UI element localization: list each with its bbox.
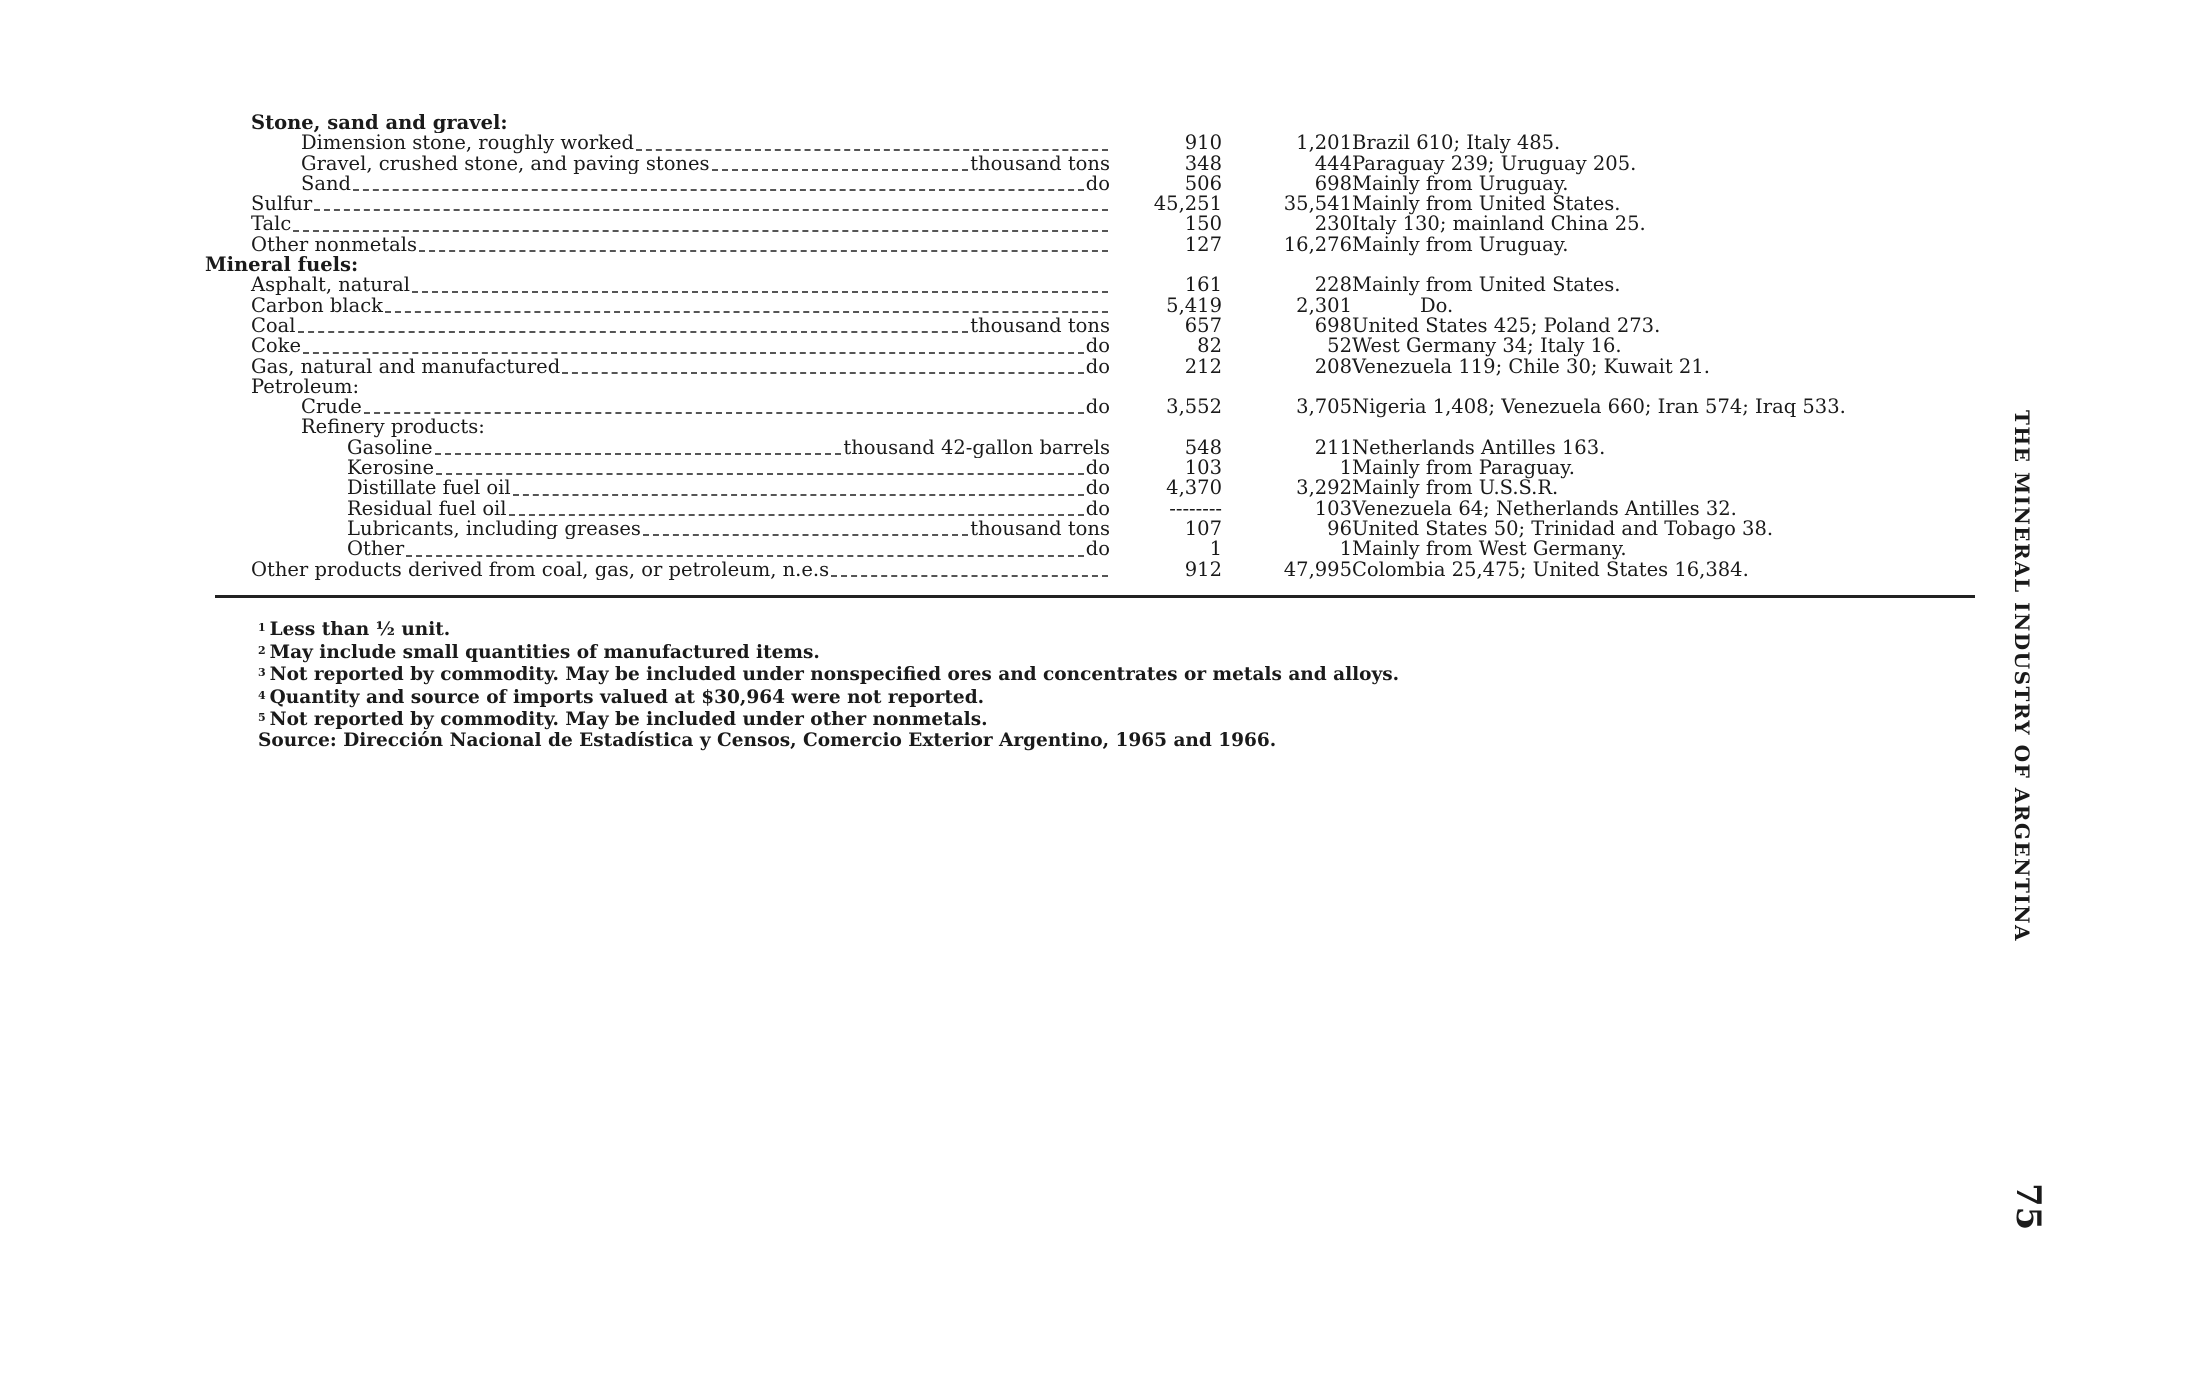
commodity-label: Talc xyxy=(251,214,292,235)
table-row xyxy=(205,174,1940,194)
unit-label: thousand tons xyxy=(970,315,1110,337)
value-1965 xyxy=(1110,377,1222,397)
table-row xyxy=(205,539,1940,559)
value-1966: 35,541 xyxy=(1283,192,1352,216)
row-commodity xyxy=(205,560,1110,580)
value-1966: 52 xyxy=(1327,334,1352,358)
unit-label: do xyxy=(1085,356,1110,377)
table-row xyxy=(205,397,1940,417)
unit-label: thousand tons xyxy=(970,153,1110,174)
row-commodity xyxy=(205,478,1110,498)
dot-leader xyxy=(298,316,969,333)
dot-leader xyxy=(636,133,1108,150)
footnotes xyxy=(258,618,1399,731)
running-head: THE MINERAL INDUSTRY OF ARGENTINA xyxy=(2010,410,2034,943)
unit-label: do xyxy=(1085,458,1110,479)
dot-leader xyxy=(509,499,1084,516)
unit-label: do xyxy=(1085,397,1110,418)
footnote-text: May include small quantities of manufactured items. xyxy=(269,641,820,663)
principal-sources: Netherlands Antilles 163. xyxy=(1352,435,1606,459)
value-1965: 103 xyxy=(1184,456,1222,480)
commodity-label: Gas, natural and manufactured xyxy=(251,356,561,377)
footnote-mark: 2 xyxy=(258,643,266,657)
principal-sources: United States 50; Trinidad and Tobago 38. xyxy=(1352,516,1774,540)
table-row xyxy=(205,438,1940,458)
value-1965: 5,419 xyxy=(1166,293,1222,317)
value-1965: 150 xyxy=(1184,212,1222,236)
dot-leader xyxy=(831,560,1108,577)
value-1965 xyxy=(1110,113,1222,133)
commodity-label: Distillate fuel oil xyxy=(347,478,511,499)
table-row xyxy=(205,154,1940,174)
table-row xyxy=(205,458,1940,478)
table-row xyxy=(205,560,1940,580)
table-row xyxy=(205,377,1940,397)
value-1965: 107 xyxy=(1184,516,1222,540)
commodity-label: Sulfur xyxy=(251,194,313,215)
value-1965: 82 xyxy=(1197,334,1222,358)
footnote-text: Less than ½ unit. xyxy=(269,619,451,640)
table-row xyxy=(205,519,1940,539)
footnote-text: Not reported by commodity. May be included under nonspecified ores and concentrates or metals and alloys. xyxy=(269,664,1400,685)
principal-sources: West Germany 34; Italy 16. xyxy=(1352,334,1622,358)
source-note: Source: Dirección Nacional de Estadística y Censos, Comercio Exterior Argentino, 1965 and 1966. xyxy=(258,730,1277,751)
commodity-label: Other nonmetals xyxy=(251,234,418,256)
value-1965: 4,370 xyxy=(1166,476,1222,500)
footnote-mark: 3 xyxy=(258,666,266,679)
value-1966: 1,201 xyxy=(1296,131,1352,155)
unit-label: do xyxy=(1085,498,1110,519)
value-1966: 2,301 xyxy=(1296,293,1352,317)
value-1965: -------- xyxy=(1169,496,1222,520)
table-row xyxy=(205,194,1940,214)
row-commodity xyxy=(205,275,1110,295)
principal-sources: Mainly from United States. xyxy=(1352,192,1621,216)
value-1965: 348 xyxy=(1184,151,1222,175)
row-commodity xyxy=(205,377,1110,397)
table-row xyxy=(205,316,1940,336)
value-1966: 698 xyxy=(1314,313,1352,337)
footnote xyxy=(258,663,1399,686)
principal-sources: Mainly from United States. xyxy=(1352,273,1621,297)
table-row xyxy=(205,296,1940,316)
imports-table-body xyxy=(205,113,1940,580)
value-1965: 910 xyxy=(1184,131,1222,155)
row-commodity xyxy=(205,174,1110,194)
value-1965: 506 xyxy=(1184,171,1222,195)
row-commodity xyxy=(205,519,1110,539)
dot-leader xyxy=(314,194,1108,211)
value-1965: 45,251 xyxy=(1153,192,1222,216)
dot-leader xyxy=(643,519,968,536)
page-number: 75 xyxy=(2008,1183,2048,1231)
table-bottom-rule xyxy=(215,595,1975,598)
row-commodity xyxy=(205,417,1110,437)
table-row xyxy=(205,417,1940,437)
dot-leader xyxy=(412,275,1108,292)
principal-sources xyxy=(1352,417,1940,437)
commodity-label: Asphalt, natural xyxy=(251,275,410,296)
commodity-label: Residual fuel oil xyxy=(347,498,507,519)
table-row xyxy=(205,133,1940,153)
row-commodity xyxy=(205,194,1110,214)
principal-sources xyxy=(1352,113,1940,133)
commodity-label: Crude xyxy=(301,397,362,418)
principal-sources: Italy 130; mainland China 25. xyxy=(1352,212,1646,236)
commodity-label: Kerosine xyxy=(347,458,434,479)
principal-sources: Brazil 610; Italy 485. xyxy=(1352,131,1561,155)
dot-leader xyxy=(419,235,1108,252)
commodity-label: Dimension stone, roughly worked xyxy=(301,133,634,154)
dot-leader xyxy=(385,296,1108,313)
value-1965: 548 xyxy=(1184,435,1222,459)
table-row xyxy=(205,336,1940,356)
value-1966 xyxy=(1222,417,1352,437)
principal-sources: Nigeria 1,408; Venezuela 660; Iran 574; Iraq 533. xyxy=(1352,395,1846,419)
row-commodity xyxy=(205,235,1110,255)
dot-leader xyxy=(293,214,1108,231)
row-commodity xyxy=(205,154,1110,174)
footnote xyxy=(258,686,1399,709)
unit-label: do xyxy=(1085,336,1110,357)
row-commodity xyxy=(205,438,1110,458)
row-commodity xyxy=(205,113,1110,133)
value-1965: 1 xyxy=(1209,537,1222,561)
principal-sources: Do. xyxy=(1420,293,1454,317)
unit-label: do xyxy=(1085,539,1110,560)
dot-leader xyxy=(562,357,1084,374)
value-1966: 3,292 xyxy=(1296,476,1352,500)
value-1966: 1 xyxy=(1339,456,1352,480)
dot-leader xyxy=(364,397,1084,414)
value-1966: 228 xyxy=(1314,273,1352,297)
value-1965: 3,552 xyxy=(1166,395,1222,419)
value-1966: 103 xyxy=(1314,496,1352,520)
value-1966: 47,995 xyxy=(1283,557,1352,581)
value-1966: 444 xyxy=(1314,151,1352,175)
dot-leader xyxy=(513,478,1084,495)
footnote-mark: 4 xyxy=(258,688,266,702)
table-row xyxy=(205,113,1940,133)
row-commodity xyxy=(205,214,1110,234)
value-1965: 657 xyxy=(1184,313,1222,337)
value-1965: 912 xyxy=(1184,557,1222,581)
value-1965 xyxy=(1110,255,1222,275)
principal-sources: Mainly from U.S.S.R. xyxy=(1352,476,1559,500)
row-commodity xyxy=(205,316,1110,336)
principal-sources xyxy=(1352,377,1940,397)
row-commodity xyxy=(205,296,1110,316)
principal-sources: Venezuela 119; Chile 30; Kuwait 21. xyxy=(1352,354,1710,378)
principal-sources: Mainly from Uruguay. xyxy=(1352,232,1569,256)
dot-leader xyxy=(406,539,1084,556)
row-commodity xyxy=(205,133,1110,153)
commodity-label: Other xyxy=(347,539,405,560)
dot-leader xyxy=(435,438,842,455)
commodity-label: Mineral fuels: xyxy=(205,255,359,276)
table-row xyxy=(205,275,1940,295)
footnote-text: Quantity and source of imports valued at $30,964 were not reported. xyxy=(269,686,985,708)
table-row xyxy=(205,214,1940,234)
value-1966: 230 xyxy=(1314,212,1352,236)
value-1966 xyxy=(1222,113,1352,133)
dot-leader xyxy=(436,458,1084,475)
footnote xyxy=(258,618,1399,641)
dot-leader xyxy=(303,336,1084,353)
unit-label: thousand tons xyxy=(970,518,1110,540)
commodity-label: Other products derived from coal, gas, or petroleum, n.e.s xyxy=(251,559,830,580)
row-commodity xyxy=(205,397,1110,417)
table-row xyxy=(205,255,1940,275)
principal-sources xyxy=(1352,255,1940,275)
principal-sources: Venezuela 64; Netherlands Antilles 32. xyxy=(1352,496,1737,520)
table-row xyxy=(205,235,1940,255)
footnote xyxy=(258,708,1399,731)
commodity-label: Petroleum: xyxy=(251,376,360,398)
row-commodity xyxy=(205,336,1110,356)
commodity-label: Refinery products: xyxy=(301,417,485,438)
row-commodity xyxy=(205,499,1110,519)
row-commodity xyxy=(205,458,1110,478)
principal-sources: Colombia 25,475; United States 16,384. xyxy=(1352,557,1749,581)
row-commodity xyxy=(205,255,1110,275)
commodity-label: Coke xyxy=(251,336,302,357)
table-row xyxy=(205,357,1940,377)
commodity-label: Gasoline xyxy=(347,437,433,459)
table-row xyxy=(205,478,1940,498)
value-1966 xyxy=(1222,255,1352,275)
imports-table xyxy=(205,113,1940,580)
principal-sources: Mainly from Uruguay. xyxy=(1352,171,1569,195)
principal-sources: Paraguay 239; Uruguay 205. xyxy=(1352,151,1637,175)
dot-leader xyxy=(712,154,969,171)
principal-sources: Mainly from Paraguay. xyxy=(1352,456,1575,480)
unit-label: thousand 42-gallon barrels xyxy=(843,437,1110,459)
value-1966: 1 xyxy=(1339,537,1352,561)
principal-sources: United States 425; Poland 273. xyxy=(1352,313,1661,337)
commodity-label: Stone, sand and gravel: xyxy=(251,113,508,134)
unit-label: do xyxy=(1085,478,1110,499)
row-commodity xyxy=(205,357,1110,377)
value-1966: 211 xyxy=(1314,435,1352,459)
value-1965: 212 xyxy=(1184,354,1222,378)
commodity-label: Sand xyxy=(301,173,352,195)
commodity-label: Gravel, crushed stone, and paving stones xyxy=(301,153,710,174)
value-1966: 3,705 xyxy=(1296,395,1352,419)
value-1966 xyxy=(1222,377,1352,397)
commodity-label: Coal xyxy=(251,315,296,337)
value-1966: 16,276 xyxy=(1283,232,1352,256)
principal-sources: Mainly from West Germany. xyxy=(1352,537,1627,561)
value-1966: 698 xyxy=(1314,171,1352,195)
footnote-mark: 1 xyxy=(258,621,266,634)
commodity-label: Carbon black xyxy=(251,295,383,316)
footnote-mark: 5 xyxy=(258,711,266,724)
unit-label: do xyxy=(1085,173,1110,195)
value-1965: 127 xyxy=(1184,232,1222,256)
value-1966: 208 xyxy=(1314,354,1352,378)
footnote xyxy=(258,641,1399,664)
dot-leader xyxy=(353,174,1084,191)
value-1966: 96 xyxy=(1327,516,1352,540)
value-1965: 161 xyxy=(1184,273,1222,297)
footnote-text: Not reported by commodity. May be included under other nonmetals. xyxy=(269,709,988,730)
table-row xyxy=(205,499,1940,519)
value-1965 xyxy=(1110,417,1222,437)
commodity-label: Lubricants, including greases xyxy=(347,518,641,540)
row-commodity xyxy=(205,539,1110,559)
